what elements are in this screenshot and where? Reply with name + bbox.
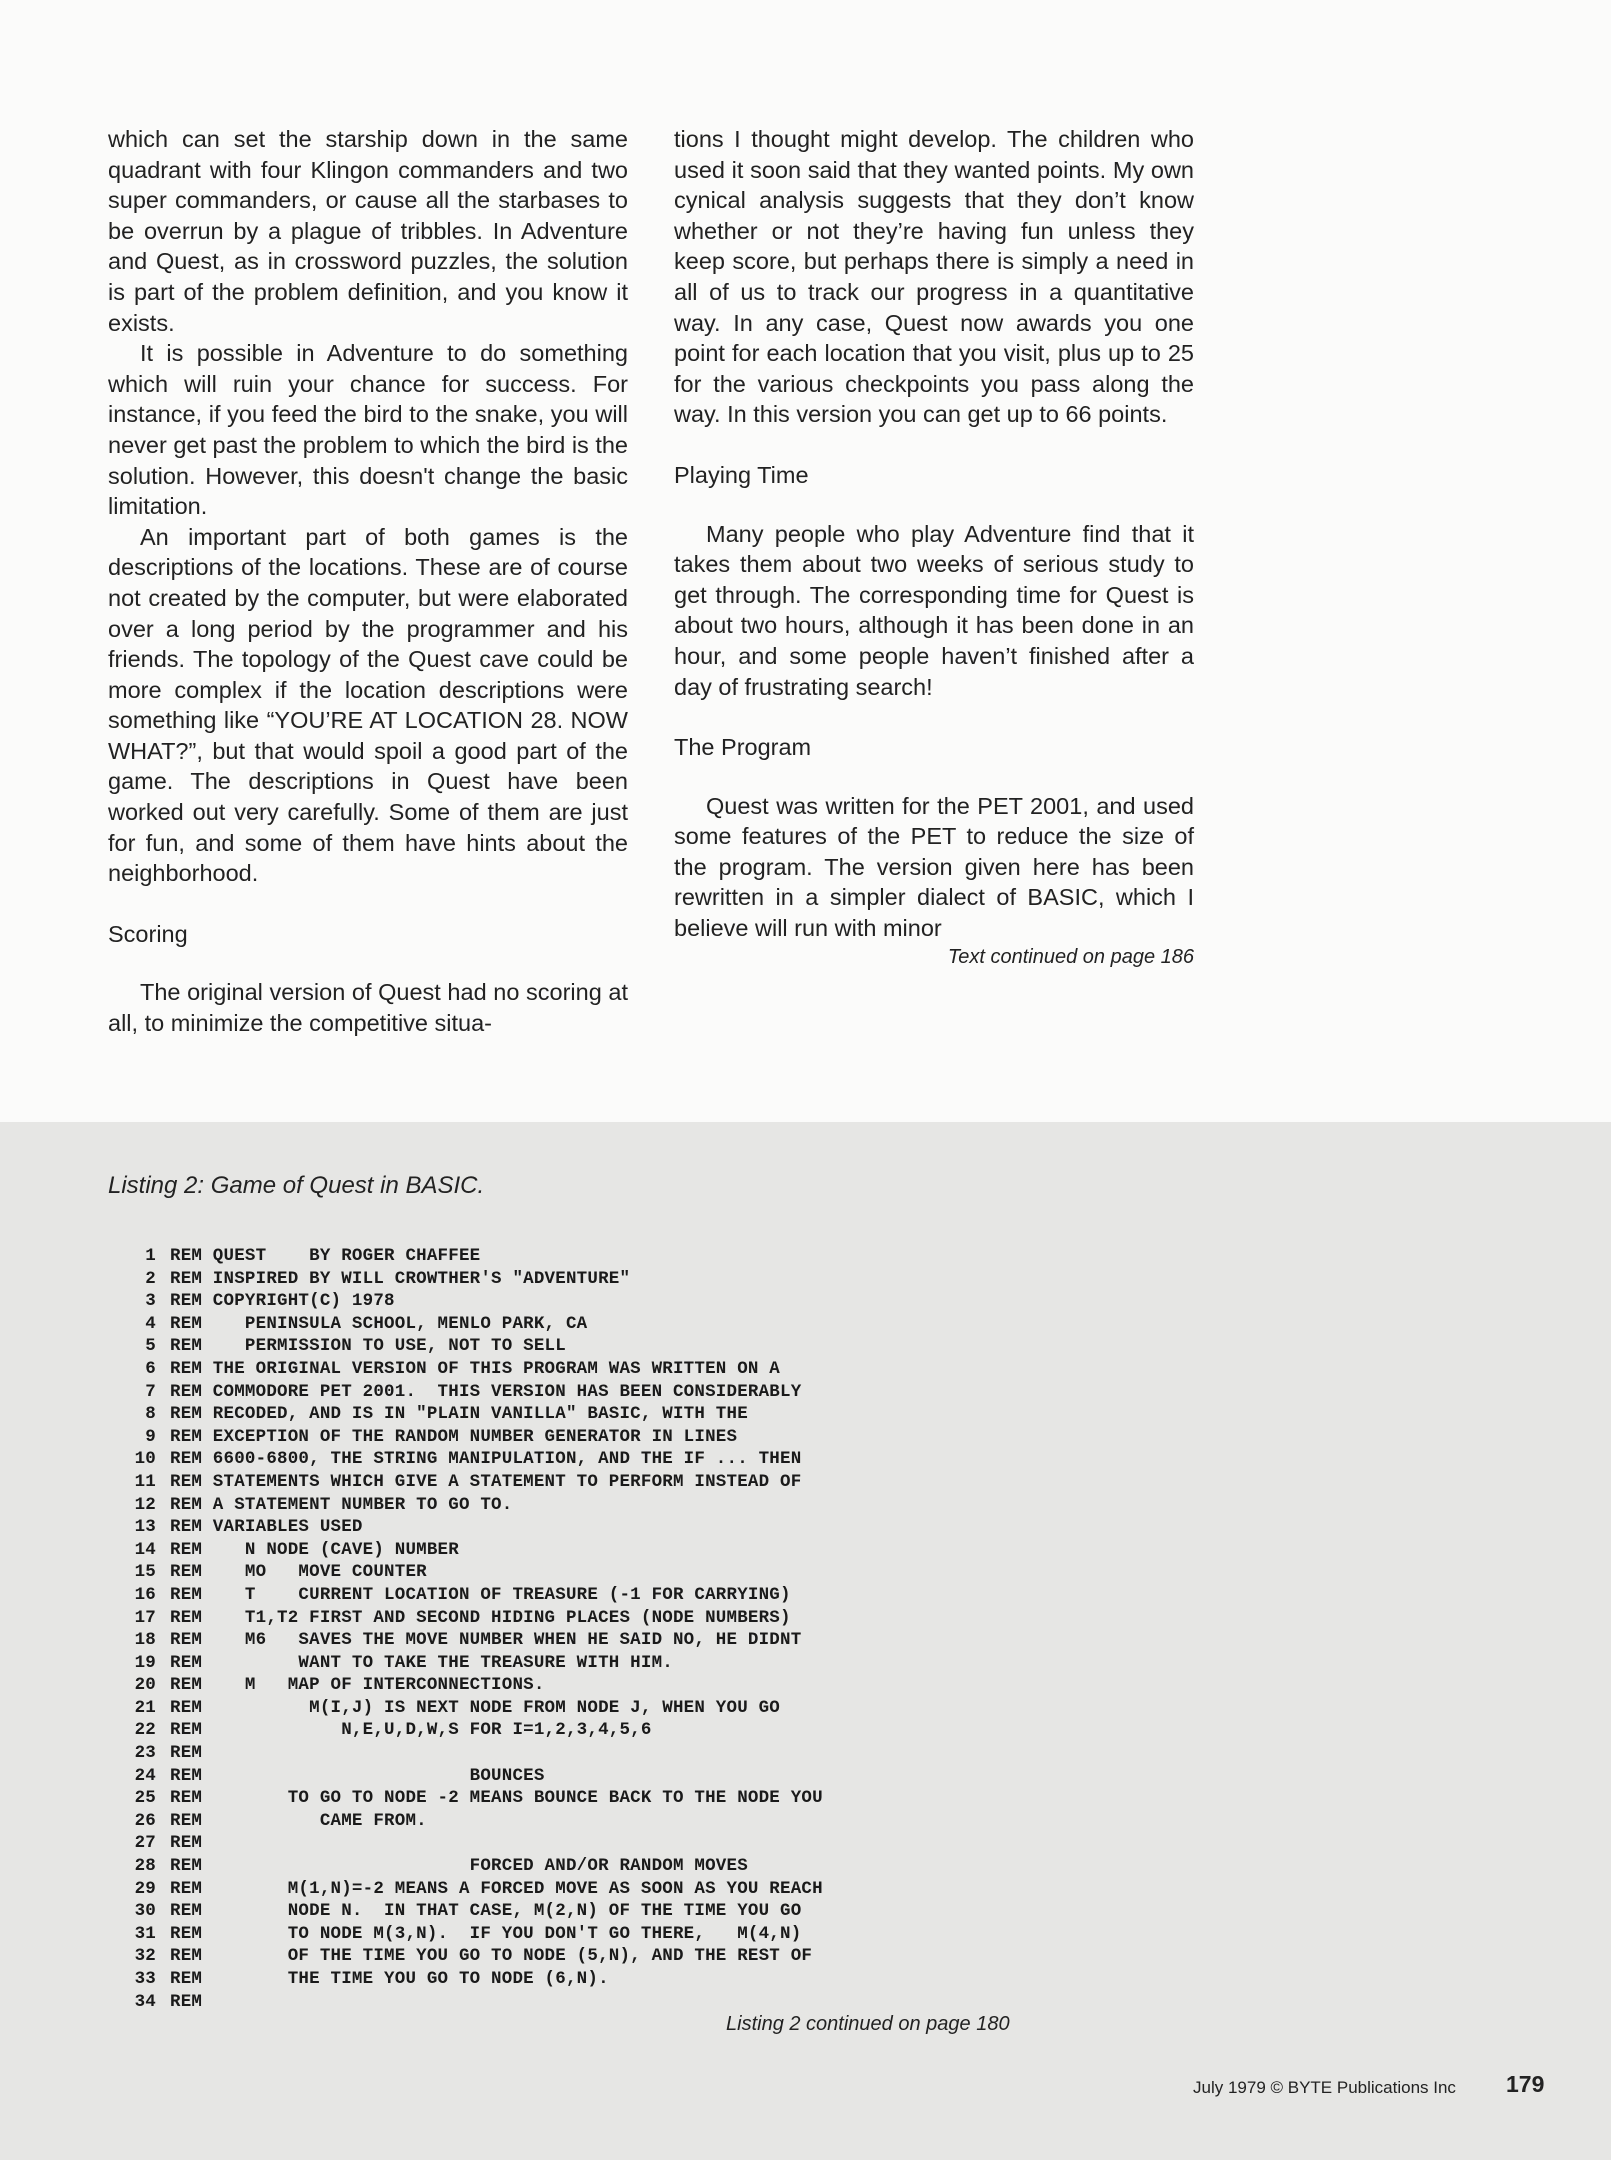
line-number: 18 (134, 1630, 156, 1651)
listing-line (118, 1923, 823, 1946)
listing-line (118, 1313, 823, 1336)
line-number: 25 (134, 1788, 156, 1809)
line-code: REM BOUNCES (170, 1765, 545, 1786)
listing-line (118, 1652, 823, 1675)
listing-line (118, 1471, 823, 1494)
listing-line (118, 1539, 823, 1562)
listing-line (118, 1607, 823, 1630)
line-code: REM MO MOVE COUNTER (170, 1562, 427, 1583)
text-continued-note: Text continued on page 186 (947, 945, 1194, 968)
line-number: 8 (145, 1404, 156, 1425)
line-code: REM (170, 1743, 203, 1764)
line-code: REM INSPIRED BY WILL CROWTHER'S "ADVENTURE" (170, 1268, 631, 1289)
line-code: REM M(1,N)=-2 MEANS A FORCED MOVE AS SOON AS YOU REACH (170, 1878, 823, 1899)
line-code: REM COMMODORE PET 2001. THIS VERSION HAS BEEN CONSIDERABLY (170, 1381, 802, 1402)
line-number: 26 (134, 1810, 156, 1831)
listing-line (118, 1290, 823, 1313)
listing-line (118, 1561, 823, 1584)
line-number: 21 (134, 1697, 156, 1718)
paragraph: It is possible in Adventure to do something which will ruin your chance for success. For instance, if you feed the bird to the snake, you will never get past the problem to which the bird is the solution. However, this doesn't change the basic limitation. (108, 340, 628, 520)
right-column (674, 124, 1194, 970)
line-code: REM PENINSULA SCHOOL, MENLO PARK, CA (170, 1313, 588, 1334)
line-number: 30 (134, 1901, 156, 1922)
listing-line (118, 1697, 823, 1720)
line-number: 17 (134, 1607, 156, 1628)
line-number: 24 (134, 1765, 156, 1786)
line-code: REM TO GO TO NODE -2 MEANS BOUNCE BACK TO THE NODE YOU (170, 1788, 823, 1809)
heading-scoring: Scoring (108, 920, 188, 947)
line-code: REM NODE N. IN THAT CASE, M(2,N) OF THE TIME YOU GO (170, 1901, 802, 1922)
line-number: 1 (145, 1246, 156, 1266)
listing-line (118, 1358, 823, 1381)
line-number: 27 (134, 1833, 156, 1854)
listing-line (118, 1426, 823, 1449)
line-number: 14 (134, 1539, 156, 1560)
line-number: 28 (134, 1856, 156, 1877)
line-code: REM N NODE (CAVE) NUMBER (170, 1539, 459, 1560)
paragraph: The original version of Quest had no scoring at all, to minimize the competitive situa- (108, 979, 628, 1037)
line-number: 13 (134, 1517, 156, 1538)
footer-credit: July 1979 © BYTE Publications Inc (1193, 2078, 1456, 2097)
listing-line (118, 1381, 823, 1404)
line-number: 16 (134, 1584, 156, 1605)
line-number: 19 (134, 1652, 156, 1673)
listing-line (118, 1448, 823, 1471)
listing-line (118, 1403, 823, 1426)
line-code: REM COPYRIGHT(C) 1978 (170, 1291, 395, 1312)
line-number: 33 (134, 1969, 156, 1989)
line-number: 23 (134, 1743, 156, 1764)
listing-line (118, 1787, 823, 1810)
line-code: REM RECODED, AND IS IN "PLAIN VANILLA" BASIC, WITH THE (170, 1404, 748, 1425)
line-code: REM T CURRENT LOCATION OF TREASURE (-1 FOR CARRYING) (170, 1584, 791, 1605)
listing-line (118, 1991, 823, 2014)
line-code: REM (170, 1991, 203, 2012)
line-number: 15 (134, 1562, 156, 1583)
listing-line (118, 1742, 823, 1765)
line-number: 20 (134, 1675, 156, 1696)
line-code: REM A STATEMENT NUMBER TO GO TO. (170, 1494, 513, 1515)
line-number: 12 (134, 1494, 156, 1515)
line-code: REM 6600-6800, THE STRING MANIPULATION, AND THE IF ... THEN (170, 1449, 802, 1470)
line-code: REM THE ORIGINAL VERSION OF THIS PROGRAM WAS WRITTEN ON A (170, 1358, 780, 1379)
listing-line (118, 1516, 823, 1539)
listing-line (118, 1945, 823, 1968)
heading-playing-time: Playing Time (674, 461, 809, 488)
line-code: REM PERMISSION TO USE, NOT TO SELL (170, 1336, 566, 1357)
line-code: REM STATEMENTS WHICH GIVE A STATEMENT TO PERFORM INSTEAD OF (170, 1471, 802, 1492)
line-number: 6 (145, 1358, 156, 1379)
paragraph: Quest was written for the PET 2001, and used some features of the PET to reduce the size of the program. The version given here has been rewritten in a simpler dialect of BASIC, which I believe will run with minor (674, 792, 1194, 942)
listing-line (118, 1810, 823, 1833)
line-number: 11 (134, 1471, 156, 1492)
line-code: REM M(I,J) IS NEXT NODE FROM NODE J, WHEN YOU GO (170, 1697, 780, 1718)
listing-line (118, 1268, 823, 1291)
line-code: REM WANT TO TAKE THE TREASURE WITH HIM. (170, 1652, 673, 1673)
listing-line (118, 1494, 823, 1517)
line-number: 5 (145, 1336, 156, 1357)
listing-line (118, 1832, 823, 1855)
line-code: REM OF THE TIME YOU GO TO NODE (5,N), AND THE REST OF (170, 1946, 813, 1967)
line-code: REM M6 SAVES THE MOVE NUMBER WHEN HE SAID NO, HE DIDNT (170, 1630, 802, 1651)
line-code: REM VARIABLES USED (170, 1517, 363, 1538)
code-listing (118, 1245, 823, 2013)
line-code: REM TO NODE M(3,N). IF YOU DON'T GO THERE, M(4,N) (170, 1923, 802, 1944)
listing-line (118, 1584, 823, 1607)
listing-line (118, 1855, 823, 1878)
line-code: REM THE TIME YOU GO TO NODE (6,N). (170, 1969, 609, 1989)
paragraph: tions I thought might develop. The children who used it soon said that they wanted points. My own cynical analysis suggests that they don’t know whether or not they’re having fun unless they keep score, but perhaps there is simply a need in all of us to track our progress in a quantitative way. In any case, Quest now awards you one point for each location that you visit, plus up to 25 for the various checkpoints you pass along the way. In this version you can get up to 66 points. (674, 126, 1194, 428)
listing-line (118, 1245, 823, 1268)
paragraph: Many people who play Adventure find that it takes them about two weeks of serious study to get through. The corresponding time for Quest is about two hours, although it has been done in an hour, and some people haven’t finished after a day of frustrating search! (674, 520, 1194, 700)
line-code: REM T1,T2 FIRST AND SECOND HIDING PLACES (NODE NUMBERS) (170, 1607, 791, 1628)
line-code: REM EXCEPTION OF THE RANDOM NUMBER GENERATOR IN LINES (170, 1426, 738, 1447)
listing-line (118, 1968, 823, 1991)
listing-line (118, 1719, 823, 1742)
line-number: 32 (134, 1946, 156, 1967)
line-code: REM (170, 1833, 203, 1854)
line-number: 29 (134, 1878, 156, 1899)
paragraph: which can set the starship down in the same quadrant with four Klingon commanders and two super commanders, or cause all the starbases to be overrun by a plague of tribbles. In Adventure and Quest, as in crossword puzzles, the solution is part of the problem definition, and you know it exists. (108, 126, 628, 336)
listing-line (118, 1878, 823, 1901)
listing-continued-note: Listing 2 continued on page 180 (726, 2013, 1010, 2035)
line-number: 3 (145, 1291, 156, 1312)
heading-the-program: The Program (674, 734, 812, 761)
line-number: 4 (145, 1313, 156, 1334)
listing-caption: Listing 2: Game of Quest in BASIC. (108, 1172, 485, 1199)
listing-line (118, 1629, 823, 1652)
line-code: REM QUEST BY ROGER CHAFFEE (170, 1246, 481, 1266)
line-number: 9 (145, 1426, 156, 1447)
paragraph: An important part of both games is the descriptions of the locations. These are of course not created by the computer, but were elaborated over a long period by the programmer and his friends. The topology of the Quest cave could be more complex if the location descriptions were something like “YOU’RE AT LOCATION 28. NOW WHAT?”, but that would spoil a good part of the game. The descriptions in Quest have been worked out very carefully. Some of them are just for fun, and some of them have hints about the neighborhood. (108, 523, 628, 887)
listing-line (118, 1335, 823, 1358)
listing-line (118, 1765, 823, 1788)
line-number: 10 (134, 1449, 156, 1470)
line-code: REM M MAP OF INTERCONNECTIONS. (170, 1675, 545, 1696)
page-number: 179 (1506, 2071, 1545, 2097)
line-number: 22 (134, 1720, 156, 1741)
left-column (108, 124, 628, 1039)
listing-line (118, 1900, 823, 1923)
line-code: REM N,E,U,D,W,S FOR I=1,2,3,4,5,6 (170, 1720, 652, 1741)
line-number: 31 (134, 1923, 156, 1944)
line-number: 2 (145, 1268, 156, 1289)
line-code: REM FORCED AND/OR RANDOM MOVES (170, 1856, 748, 1877)
line-number: 7 (145, 1381, 156, 1402)
line-number: 34 (134, 1991, 156, 2012)
listing-line (118, 1674, 823, 1697)
line-code: REM CAME FROM. (170, 1810, 427, 1831)
